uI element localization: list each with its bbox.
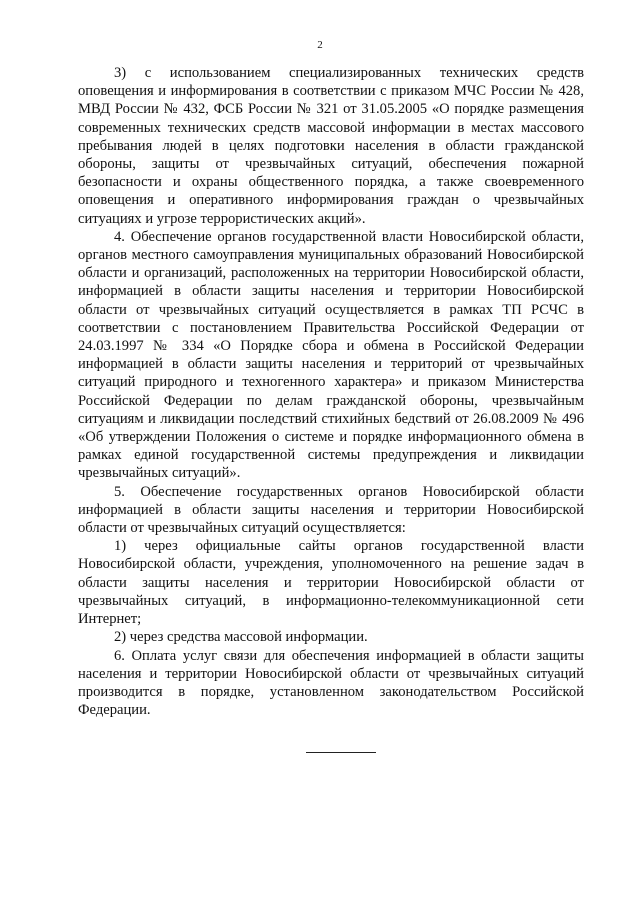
page-number: 2 bbox=[317, 39, 323, 51]
document-body bbox=[78, 64, 584, 719]
paragraph-section-4: 4. Обеспечение органов государственной власти Новосибирской области, органов местного самоуправления муниципальных образований Новосибирской области и организаций, расположенных на территории Новосибирской области, информацией в области защиты населения и территории Новосибирской области от чрезвычайных ситуаций осуществляется в рамках ТП РСЧС в соответствии с постановлением Правительства Российской Федерации от 24.03.1997 № 334 «О Порядке сбора и обмена в Российской Федерации информацией в области защиты населения и территорий от чрезвычайных ситуаций природного и техногенного характера» и приказом Министерства Российской Федерации по делам гражданской обороны, чрезвычайным ситуациям и ликвидации последствий стихийных бедствий от 26.08.2009 № 496 «Об утверждении Положения о системе и порядке информационного обмена в рамках единой государственной системы предупреждения и ликвидации чрезвычайных ситуаций». bbox=[78, 228, 584, 482]
paragraph-section-6: 6. Оплата услуг связи для обеспечения информацией в области защиты населения и территории Новосибирской области от чрезвычайных ситуаций производится в порядке, установленном законодательством Российской Федерации. bbox=[78, 647, 584, 719]
paragraph-item-3: 3) с использованием специализированных технических средств оповещения и информирования в соответствии с приказом МЧС России № 428, МВД России № 432, ФСБ России № 321 от 31.05.2005 «О порядке размещения современных технических средств массовой информации в местах массового пребывания людей в целях подготовки населения в области гражданской обороны, защиты от чрезвычайных ситуаций, обеспечения пожарной безопасности и охраны общественного порядка, а также своевременного оповещения и оперативного информирования граждан о чрезвычайных ситуациях и угрозе террористических акций». bbox=[78, 65, 584, 227]
end-divider-line bbox=[306, 752, 376, 753]
paragraph-item-1: 1) через официальные сайты органов государственной власти Новосибирской области, учреждения, уполномоченного на решение задач в области защиты населения и территории Новосибирской области от чрезвычайных ситуаций, в информационно-телекоммуникационной сети Интернет; bbox=[78, 538, 584, 628]
paragraph-item-2: 2) через средства массовой информации. bbox=[114, 629, 368, 646]
paragraph-section-5: 5. Обеспечение государственных органов Новосибирской области информацией в области защиты населения и территории Новосибирской области от чрезвычайных ситуаций осуществляется: bbox=[78, 483, 584, 537]
